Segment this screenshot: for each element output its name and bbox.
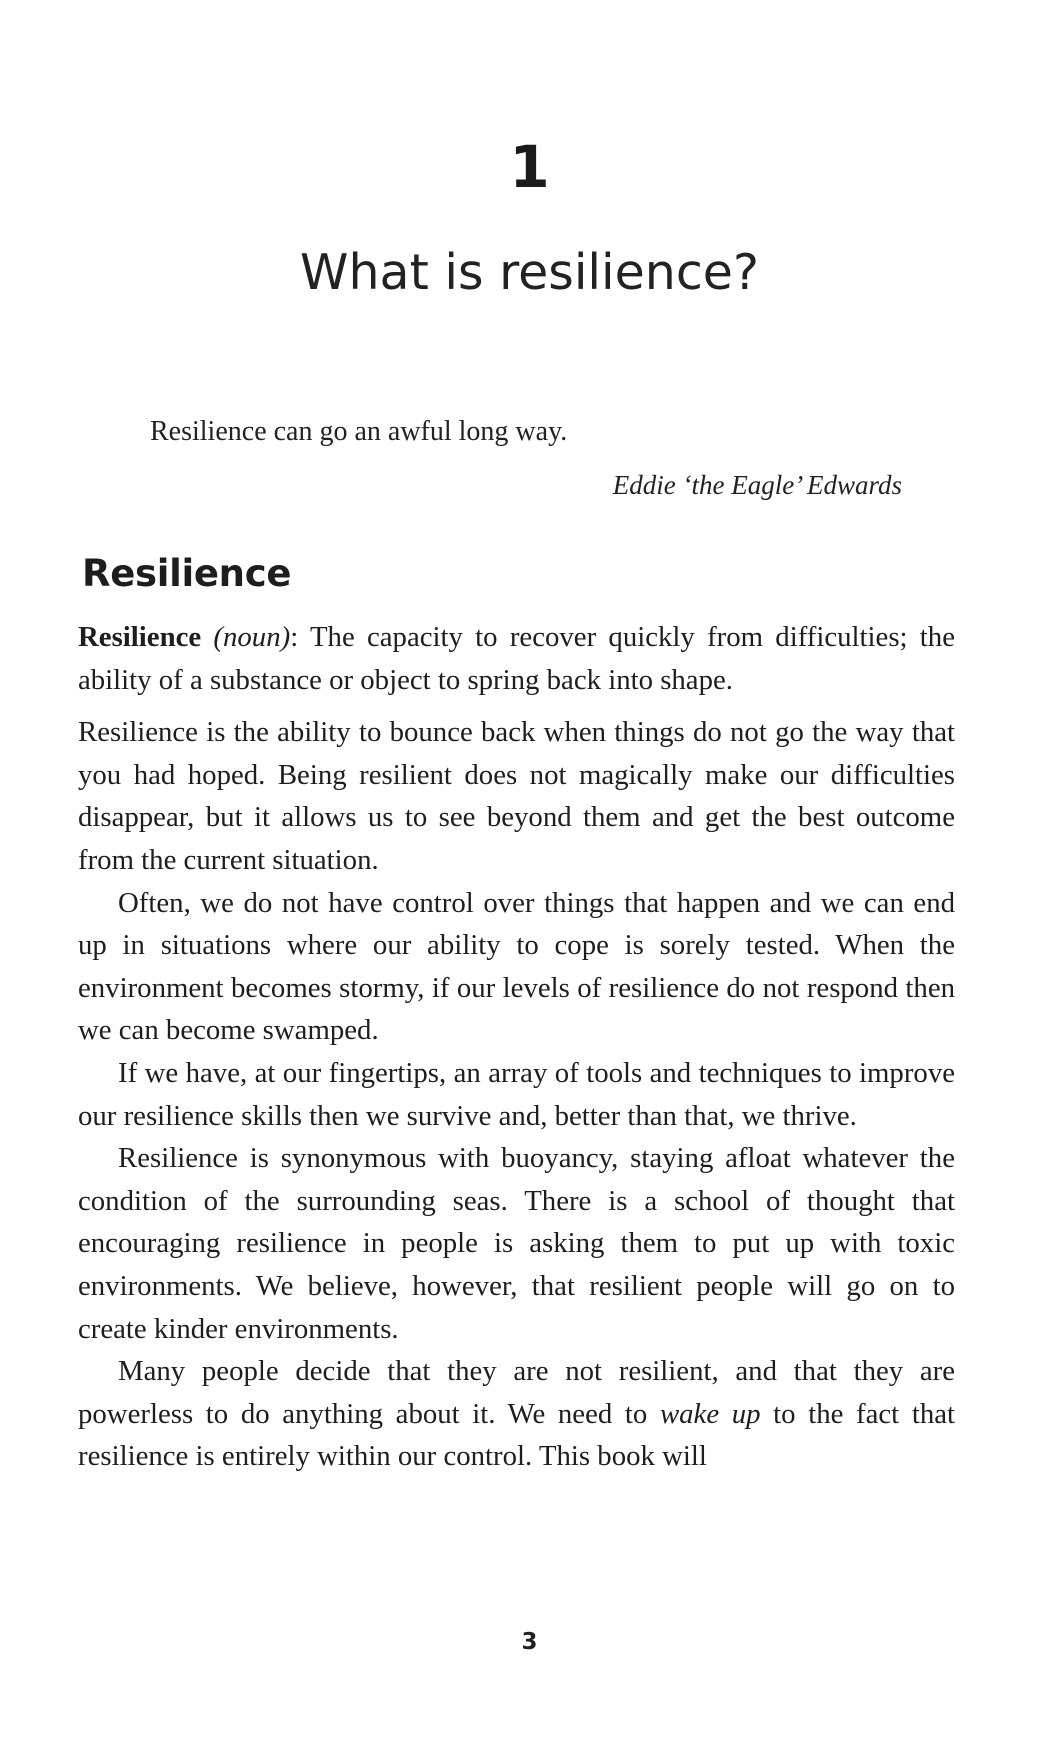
section-heading: Resilience: [82, 552, 292, 595]
epigraph-attribution: Eddie ‘the Eagle’ Edwards: [612, 470, 902, 500]
paragraph-2: Often, we do not have control over things that happen and we can end up in situations where our ability to cope is sorely tested. When the environment becomes stormy, if our levels of resilience do not respond then we can become swamped.: [78, 886, 955, 1047]
paragraph-5-end: to the fact that resilience is entirely within our control. This book will: [78, 1397, 956, 1473]
paragraph-5-emphasis: wake up: [659, 1397, 761, 1430]
chapter-title: What is resilience?: [300, 244, 759, 301]
epigraph-quote: Resilience can go an awful long way.: [150, 416, 568, 447]
definition-separator: :: [290, 621, 299, 653]
paragraph-5: [78, 1350, 955, 1478]
chapter-number: 1: [509, 133, 550, 201]
page-number: 3: [521, 1629, 538, 1655]
definition-text: The capacity to recover quickly from difficulties; the ability of a substance or object to spring back into shape.: [78, 621, 955, 696]
paragraph-3: If we have, at our fingertips, an array of tools and techniques to improve our resilience skills then we survive and, better than that, we thrive.: [78, 1056, 955, 1132]
paragraph-4: Resilience is synonymous with buoyancy, staying afloat whatever the condition of the surrounding seas. There is a school of thought that encouraging resilience in people is asking them to put up with toxic environments. We believe, however, that resilient people will go on to create kinder environments.: [78, 1142, 955, 1345]
definition-term: Resilience: [78, 621, 202, 653]
body-text: [78, 616, 955, 1478]
part-of-speech: (noun): [213, 621, 291, 653]
paragraph-5-start: Many people decide that they are not resilient, and that they are powerless to do anything about it. We need to: [78, 1355, 955, 1430]
paragraph-1: Resilience is the ability to bounce back when things do not go the way that you had hoped. Being resilient does not magically make our difficulties disappear, but it allows us to see beyond them and get the best outcome from the current situation.: [78, 716, 955, 876]
definition-paragraph: [78, 616, 955, 701]
epigraph: [150, 412, 902, 503]
